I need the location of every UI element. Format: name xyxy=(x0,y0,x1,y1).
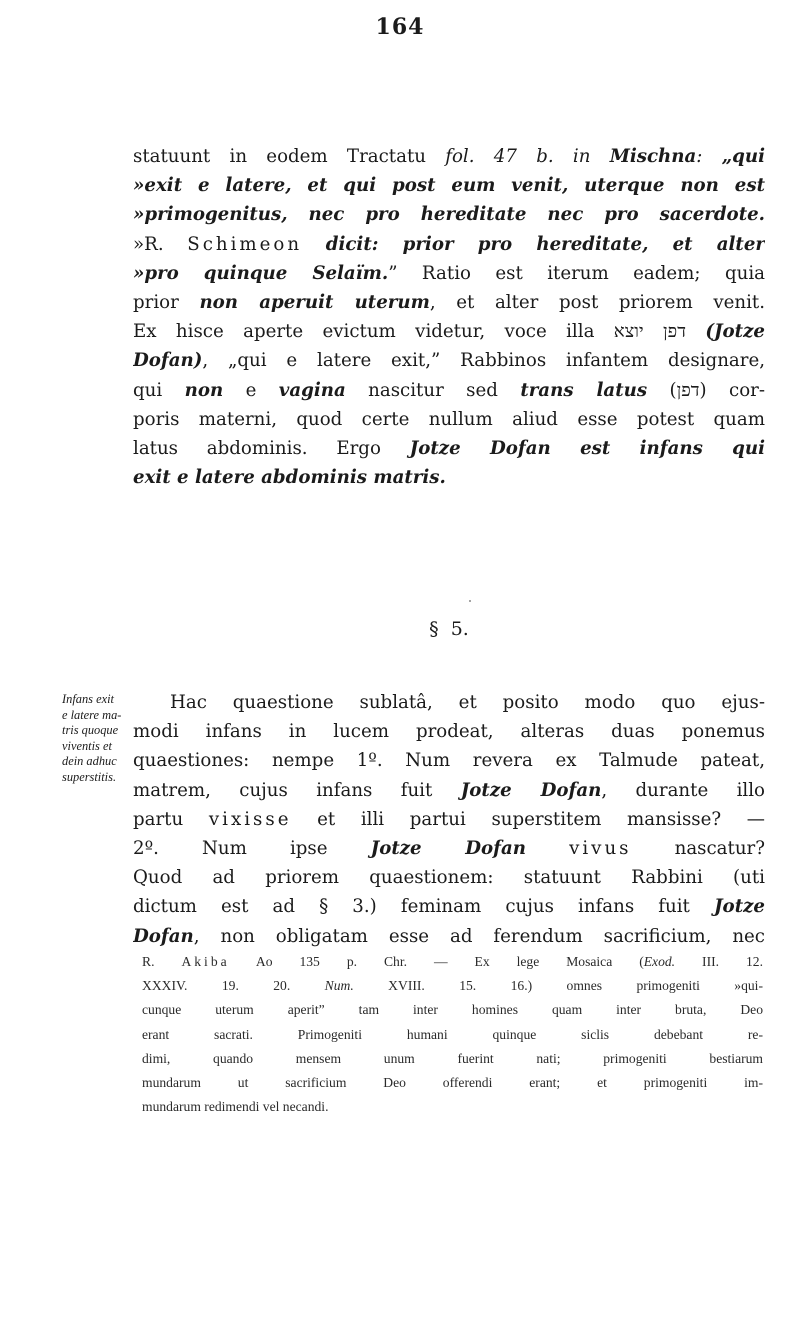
paragraph2-line xyxy=(133,746,765,775)
section-heading: § 5. xyxy=(429,618,469,640)
marginal-note-line: viventis et xyxy=(62,738,112,753)
paragraph1-line xyxy=(133,142,765,171)
text-run: erant sacrati. Primogeniti humani quinque siclis debebant re- xyxy=(142,1026,763,1042)
paragraph1-line xyxy=(133,405,765,434)
paragraph2-line xyxy=(133,863,765,892)
footnote-line xyxy=(142,1095,763,1119)
text-run: Exod. xyxy=(643,954,676,969)
text-run: dictum est ad § 3.) feminam cujus infans fuit xyxy=(133,896,714,918)
text-run: vixisse xyxy=(208,808,292,830)
text-run: mundarum redimendi vel necandi. xyxy=(142,1099,329,1115)
paragraph2-line xyxy=(133,805,765,834)
ink-speck xyxy=(469,600,471,602)
text-run: Dofan) xyxy=(133,350,203,372)
paragraph2-line xyxy=(133,688,765,717)
text-run: , et alter post priorem venit. xyxy=(429,292,765,314)
paragraph1-line xyxy=(133,171,765,200)
text-run: statuunt in eodem Tractatu xyxy=(133,146,446,167)
paragraph1-line xyxy=(133,434,765,463)
text-run: qui xyxy=(133,379,185,401)
paragraph1-line xyxy=(133,200,765,229)
text-run: (דפן) cor- xyxy=(647,379,765,401)
paragraph2-line xyxy=(133,834,765,863)
text-run: , durante illo xyxy=(601,779,765,801)
text-run: Hac quaestione sublatâ, et posito modo quo ejus- xyxy=(170,692,765,713)
text-run: vagina xyxy=(278,379,346,401)
text-run: XVIII. 15. 16.) omnes primogeniti »qui- xyxy=(353,978,763,994)
text-run: , „qui e latere exit,” Rabbinos infantem designare, xyxy=(202,350,765,372)
marginal-note-line: e latere ma- xyxy=(62,707,122,722)
page-number: 164 xyxy=(375,14,425,40)
text-run: trans latus xyxy=(520,379,648,401)
text-run: quaestiones: nempe 1º. Num revera ex Talmude pateat, xyxy=(133,750,765,772)
text-run: fol. 47 b. in xyxy=(445,146,610,167)
text-run: e xyxy=(223,379,279,401)
paragraph1-line xyxy=(133,230,765,259)
text-run: „qui xyxy=(721,146,765,167)
text-run: prior xyxy=(133,292,200,314)
text-run: partu xyxy=(133,808,209,830)
text-run: poris materni, quod certe nullum aliud esse potest quam xyxy=(133,408,765,430)
footnote-line xyxy=(142,974,763,998)
text-run: »R. xyxy=(133,233,188,255)
text-run xyxy=(526,838,569,859)
paragraph2-line xyxy=(133,776,765,805)
marginal-note-line: dein adhuc xyxy=(62,754,117,769)
paragraph2-line xyxy=(133,922,765,951)
marginal-note xyxy=(62,692,134,786)
text-run: non xyxy=(184,379,224,401)
marginal-note-line: superstitis. xyxy=(62,769,117,784)
paragraph1-line xyxy=(133,259,765,288)
footnote xyxy=(142,950,763,1119)
text-run: modi infans in lucem prodeat, alteras duas ponemus xyxy=(133,721,765,743)
paragraph-1 xyxy=(133,142,765,492)
text-run: ” Ratio est iterum eadem; quia xyxy=(388,262,765,284)
footnote-line xyxy=(142,1023,763,1047)
paragraph2-line xyxy=(133,892,765,921)
text-run: matrem, cujus infans fuit xyxy=(133,779,461,801)
paragraph1-line xyxy=(133,463,765,492)
footnote-line xyxy=(142,1047,763,1071)
text-run: : xyxy=(696,146,722,167)
text-run: III. 12. xyxy=(675,954,763,969)
text-run: , non obligatam esse ad ferendum sacrificium, nec xyxy=(193,925,765,947)
text-run: Jotze Dofan xyxy=(370,838,526,860)
text-run: nascitur sed xyxy=(345,379,521,401)
text-run: »pro quinque Selaïm. xyxy=(133,262,389,284)
text-run: mundarum ut sacrificium Deo offerendi erant; et primogeniti im- xyxy=(142,1075,763,1091)
text-run: R. xyxy=(142,954,182,969)
text-run: Quod ad priorem quaestionem: statuunt Rabbini (uti xyxy=(133,867,765,889)
text-run: Schimeon xyxy=(187,233,303,255)
text-run: et illi partui superstitem mansisse? — xyxy=(291,808,765,830)
text-run: 2º. Num ipse xyxy=(133,838,371,860)
text-run: Mischna xyxy=(609,146,697,167)
paragraph2-line xyxy=(133,717,765,746)
text-run: Jotze xyxy=(713,896,765,918)
text-run xyxy=(302,234,326,255)
text-run: Jotze Dofan est infans qui xyxy=(409,438,765,460)
footnote-line xyxy=(142,998,763,1022)
text-run: exit e latere abdominis matris. xyxy=(133,467,446,489)
text-run: Ao 135 p. Chr. — Ex lege Mosaica ( xyxy=(229,954,644,969)
text-run: Num. xyxy=(324,978,354,994)
paragraph1-line xyxy=(133,346,765,375)
text-run: Ex hisce aperte evictum videtur, voce illa דפן יוצא xyxy=(133,321,706,343)
text-run: latus abdominis. Ergo xyxy=(133,438,410,460)
text-run: vivus xyxy=(569,838,632,860)
paragraph1-line xyxy=(133,376,765,405)
text-run: »exit e latere, et qui post eum venit, uterque non est xyxy=(133,175,765,197)
text-run: »primogenitus, nec pro hereditate nec pro sacerdote. xyxy=(133,204,765,226)
paragraph1-line xyxy=(133,288,765,317)
text-run: XXXIV. 19. 20. xyxy=(142,978,325,994)
marginal-note-line: Infans exit xyxy=(62,692,114,706)
text-run: Jotze Dofan xyxy=(460,779,602,801)
text-run: (Jotze xyxy=(705,321,765,343)
text-run: non aperuit uterum xyxy=(199,292,430,314)
text-run: nascatur? xyxy=(631,838,765,860)
paragraph-2 xyxy=(133,688,765,951)
text-run: dicit: prior pro hereditate, et alter xyxy=(325,233,765,255)
text-run: Dofan xyxy=(133,925,194,947)
text-run: cunque uterum aperit” tam inter homines quam inter bruta, Deo xyxy=(142,1002,763,1018)
footnote-line xyxy=(142,1071,763,1095)
text-run: Akiba xyxy=(181,954,230,969)
footnote-line xyxy=(142,950,763,974)
paragraph1-line xyxy=(133,317,765,346)
text-run: dimi, quando mensem unum fuerint nati; primogeniti bestiarum xyxy=(142,1050,763,1066)
marginal-note-line: tris quoque xyxy=(62,723,119,738)
